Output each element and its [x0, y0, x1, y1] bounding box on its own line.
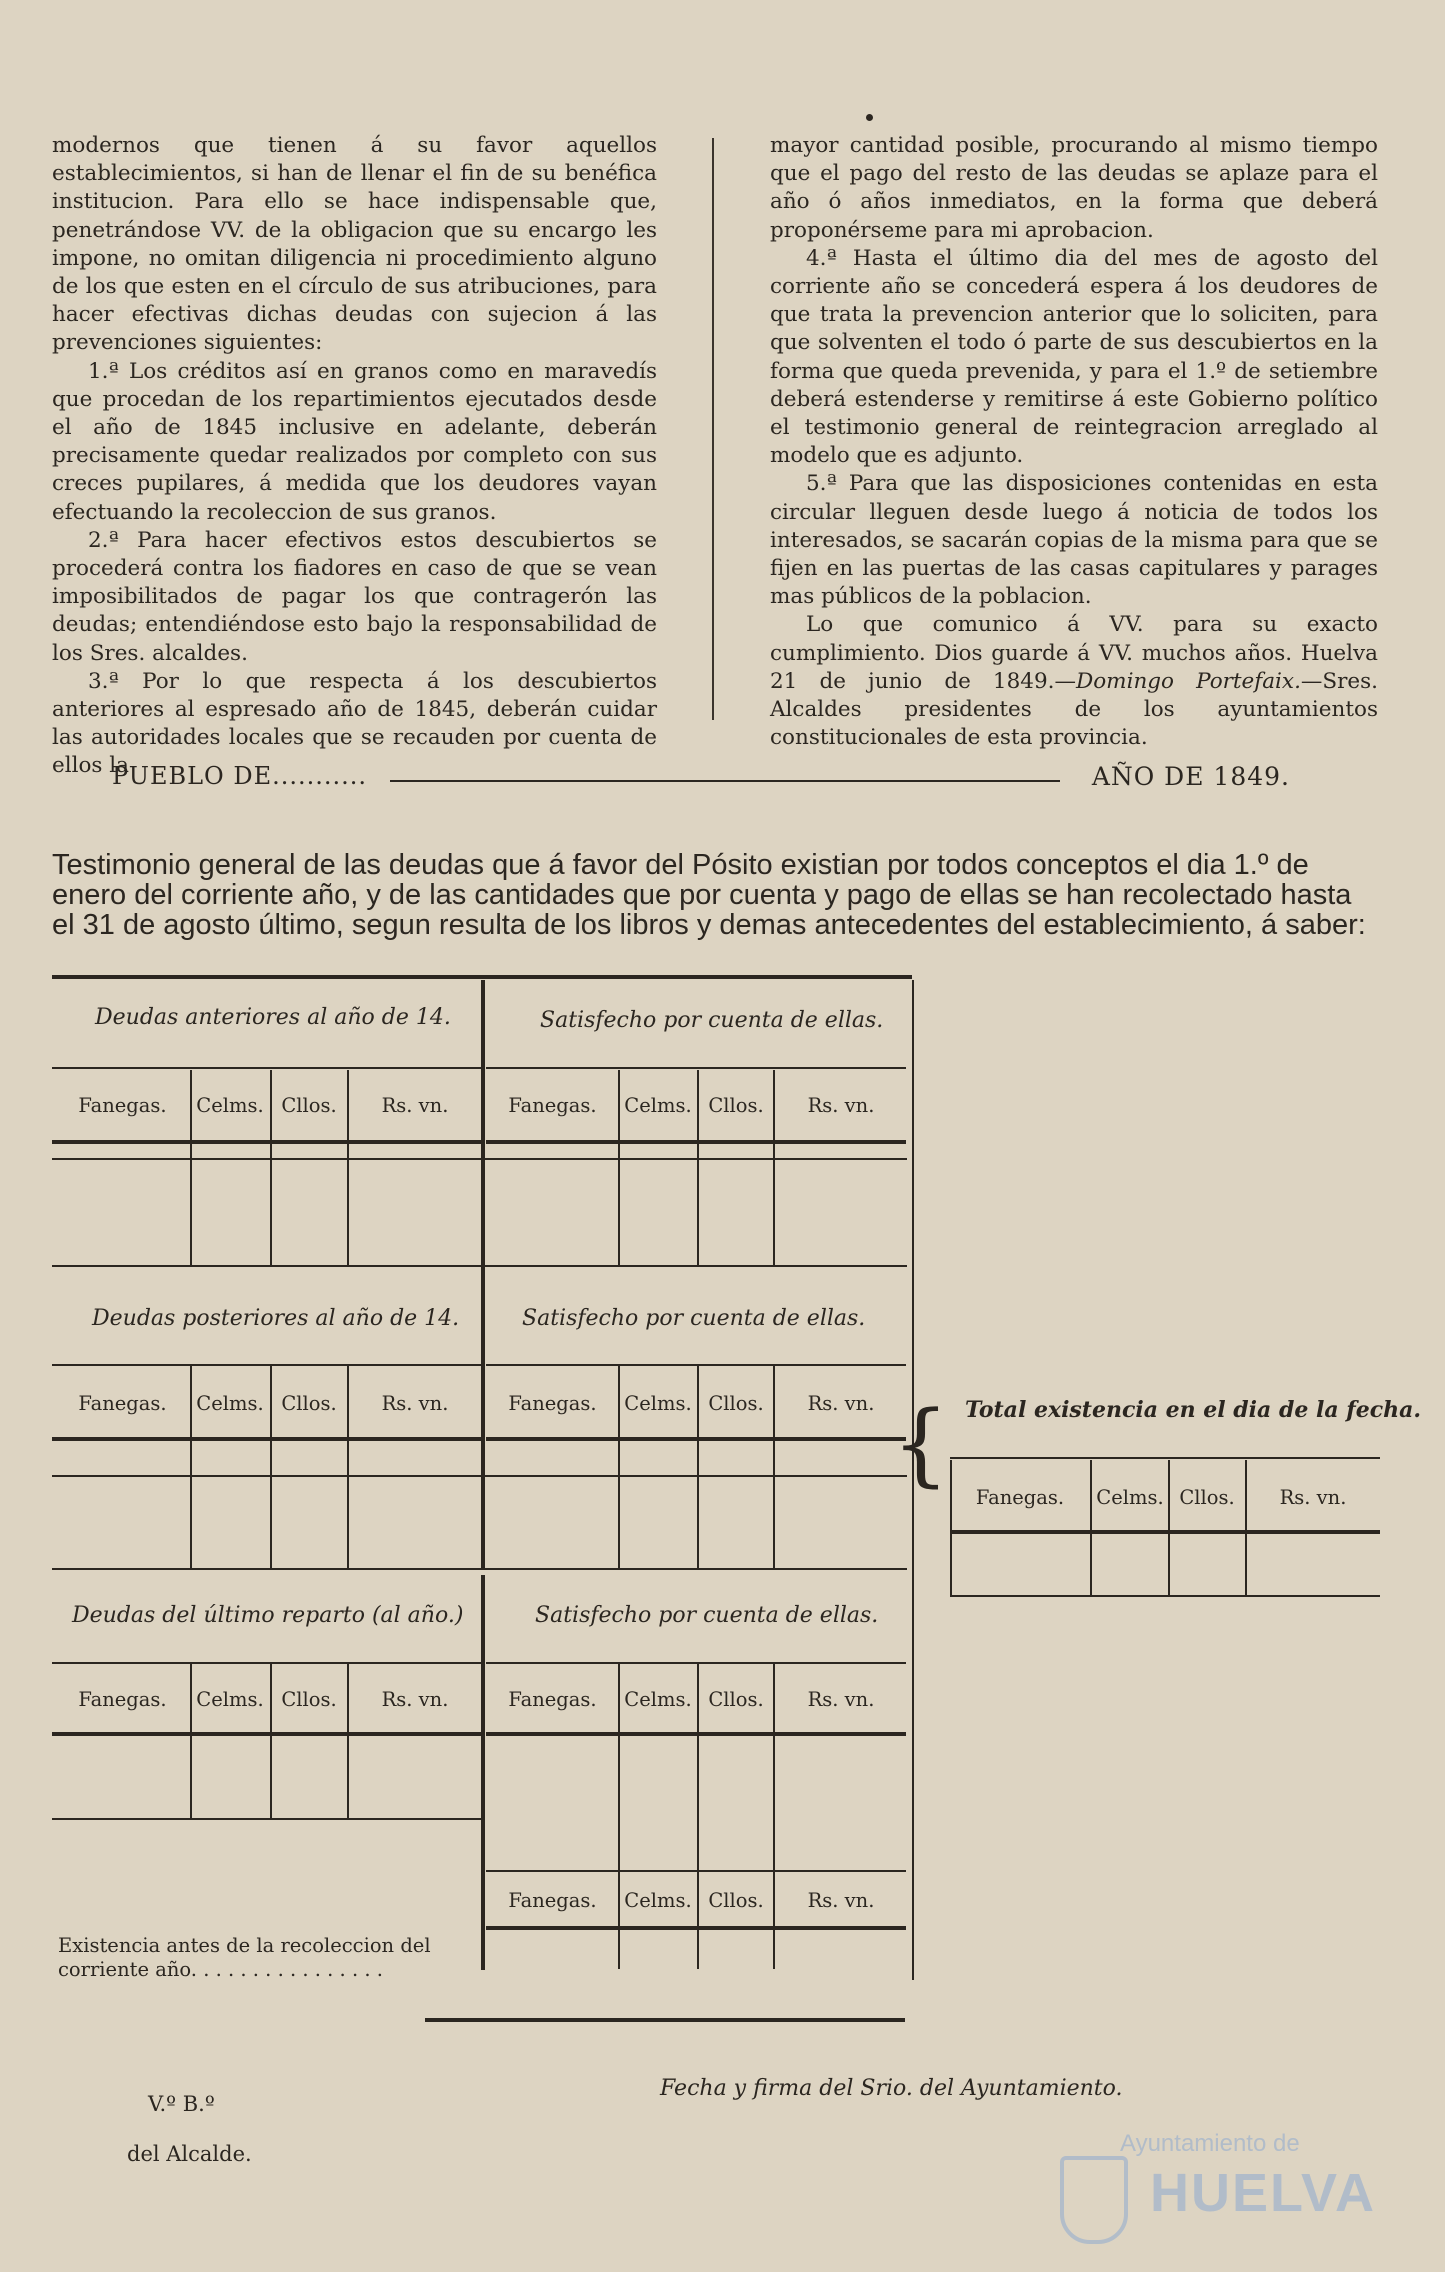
section-3-paid-title: Satisfecho por cuenta de ellas.: [535, 1603, 879, 1628]
ink-dot: [866, 114, 873, 121]
section-1-header-rule: [52, 1140, 482, 1144]
section-2-paid-title: Satisfecho por cuenta de ellas.: [522, 1306, 866, 1331]
alcalde-label: del Alcalde.: [127, 2142, 252, 2166]
col-celms: Celms.: [196, 1688, 264, 1711]
watermark-line2: HUELVA: [1150, 2163, 1376, 2223]
total-existencia-title: Total existencia en el dia de la fecha.: [965, 1397, 1422, 1423]
testimonio-text: Testimonio general de las deudas que á favor del Pósito existian por todos conceptos el dia 1.º de enero del corriente año, y de las cantidades que por cuenta y pago de ellas se han recolectado hasta el 31 de agosto último, segun resulta de los libros y demas antecedentes del establecimiento, á saber:: [52, 849, 1366, 941]
col-celms: Celms.: [624, 1688, 692, 1711]
col-fanegas: Fanegas.: [78, 1094, 167, 1117]
shield-icon: [1060, 2156, 1128, 2244]
pueblo-label: PUEBLO DE...........: [112, 762, 368, 790]
addressee: —Sres. Alcaldes presidentes de los ayuntamientos constitucionales de esta provincia.: [770, 668, 1379, 751]
col-fanegas: Fanegas.: [508, 1889, 597, 1912]
section-2-row-rule: [52, 1475, 907, 1477]
col-rs-vn: Rs. vn.: [381, 1688, 449, 1711]
closing-text: Lo que comunico á VV. para su exacto cumplimiento. Dios guarde á VV. muchos años. Huelva 21 de junio de 1849.—: [770, 612, 1378, 694]
col-celms: Celms.: [196, 1392, 264, 1415]
col-celms: Celms.: [624, 1889, 692, 1912]
col-fanegas: Fanegas.: [508, 1094, 597, 1117]
grid-line: [347, 1366, 349, 1569]
grid-line: [950, 1460, 952, 1595]
col-rs-vn: Rs. vn.: [381, 1392, 449, 1415]
col-rs-vn: Rs. vn.: [381, 1094, 449, 1117]
table-top-rule: [52, 975, 912, 979]
col-rs-vn: Rs. vn.: [807, 1094, 875, 1117]
grid-line: [347, 1664, 349, 1819]
grid-line: [773, 1366, 775, 1569]
watermark-logo: [1050, 2126, 1380, 2246]
col-cllos: Cllos.: [281, 1094, 337, 1117]
col-rs-vn: Rs. vn.: [807, 1889, 875, 1912]
grid-line: [1245, 1460, 1247, 1595]
section-1-debts-title: Deudas anteriores al año de 14.: [95, 1005, 451, 1030]
table-center-divider-3: [481, 1575, 485, 1970]
section-3-left-rule: [52, 1662, 482, 1664]
watermark-line1: Ayuntamiento de: [1120, 2130, 1300, 2157]
section-2-bottom-rule: [52, 1568, 907, 1570]
grid-line: [773, 1070, 775, 1265]
total-header-rule: [950, 1530, 1380, 1534]
col-celms: Celms.: [1096, 1486, 1164, 1509]
fecha-firma: Fecha y firma del Srio. del Ayuntamiento.: [660, 2076, 1123, 2101]
section-2-right-rule: [486, 1364, 906, 1366]
col-cllos: Cllos.: [708, 1889, 764, 1912]
form-header-line: [60, 762, 1290, 792]
paragraph-continuation: mayor cantidad posible, procurando al mismo tiempo que el pago del resto de las deudas se aplaze para el año ó años inmediatos, en la forma que deberá proponérseme para mi aprobacion.: [770, 133, 1378, 243]
brace-mark: {: [892, 1392, 950, 1497]
closing-paragraph: [770, 611, 1378, 752]
existencia-header-rule: [486, 1926, 906, 1930]
grid-line: [1168, 1460, 1170, 1595]
signature: Domingo Portefaix.: [1076, 668, 1301, 694]
paragraph-intro: modernos que tienen á su favor aquellos establecimientos, si han de llenar el fin de su benéfica institucion. Para ello se hace indispensable que, penetrándose VV. de la obligacion que su encargo les impone, no omitan diligencia ni procedimiento alguno de los que esten en el círculo de sus atribuciones, para hacer efectivas dichas deudas con sujecion á las prevenciones siguientes:: [52, 133, 657, 356]
grid-line: [347, 1070, 349, 1265]
col-celms: Celms.: [196, 1094, 264, 1117]
grid-line: [773, 1664, 775, 1969]
section-2-header-rule: [52, 1437, 482, 1441]
section-2-debts-title: Deudas posteriores al año de 14.: [92, 1306, 460, 1331]
section-1-right-rule: [486, 1067, 906, 1069]
grid-line: [1090, 1460, 1092, 1595]
col-cllos: Cllos.: [708, 1688, 764, 1711]
col-celms: Celms.: [624, 1392, 692, 1415]
col-rs-vn: Rs. vn.: [807, 1392, 875, 1415]
paragraph-rule-1: 1.ª Los créditos así en granos como en maravedís que procedan de los repartimientos ejecutados desde el año de 1845 inclusive en adelante, deberán precisamente quedar realizados por completo con sus creces pupilares, á medida que los deudores vayan efectuando la recoleccion de sus granos.: [52, 358, 657, 525]
paragraph-rule-5: 5.ª Para que las disposiciones contenidas en esta circular lleguen desde luego á noticia de todos los interesados, se sacarán copias de la misma para que se fijen en las puertas de las casas capitulares y parages mas públicos de la poblacion.: [770, 471, 1378, 610]
paragraph-rule-4: 4.ª Hasta el último dia del mes de agosto del corriente año se concederá espera á los deudores de que trata la prevencion anterior que lo soliciten, para que solventen el todo ó parte de sus descubiertos en la forma que queda prevenida, y para el 1.º de setiembre deberá estenderse y remitirse á este Gobierno político el testimonio general de reintegracion arreglado al modelo que es adjunto.: [770, 245, 1378, 469]
col-rs-vn: Rs. vn.: [807, 1688, 875, 1711]
section-2-header-rule: [486, 1437, 906, 1441]
header-rule: [390, 780, 1060, 782]
table-bottom-rule: [425, 2018, 905, 2022]
col-rs-vn: Rs. vn.: [1279, 1486, 1347, 1509]
table-center-divider-2: [481, 1290, 485, 1570]
testimonio-title: [52, 850, 1382, 940]
col-cllos: Cllos.: [1179, 1486, 1235, 1509]
section-1-left-rule: [52, 1067, 482, 1069]
section-3-debts-title: Deudas del último reparto (al año.): [72, 1603, 464, 1628]
col-fanegas: Fanegas.: [975, 1486, 1065, 1509]
col-fanegas: Fanegas.: [78, 1392, 167, 1415]
visto-bueno: V.º B.º: [148, 2092, 215, 2116]
section-1-row-rule: [52, 1158, 907, 1160]
section-3-bottom-rule: [52, 1818, 482, 1820]
paragraph-rule-2: 2.ª Para hacer efectivos estos descubiertos se procederá contra los fiadores en caso de que se vean imposibilitados de pagar los que contragerón las deudas; entendiéndose esto bajo la responsabilidad de los Sres. alcaldes.: [52, 527, 657, 666]
section-1-paid-title: Satisfecho por cuenta de ellas.: [540, 1008, 884, 1033]
anio-label: AÑO DE 1849.: [1091, 762, 1290, 791]
col-cllos: Cllos.: [281, 1688, 337, 1711]
section-1-bottom-rule: [52, 1265, 907, 1267]
section-3-header-rule: [52, 1732, 482, 1736]
total-top-rule: [950, 1457, 1380, 1459]
circular-right-column: [770, 132, 1378, 752]
col-fanegas: Fanegas.: [508, 1392, 597, 1415]
col-cllos: Cllos.: [281, 1392, 337, 1415]
col-cllos: Cllos.: [708, 1094, 764, 1117]
col-cllos: Cllos.: [708, 1392, 764, 1415]
col-fanegas: Fanegas.: [78, 1688, 167, 1711]
existencia-label: Existencia antes de la recoleccion del corriente año. . . . . . . . . . . . . . . .: [58, 1934, 431, 1981]
section-2-left-rule: [52, 1364, 482, 1366]
circular-left-column: [52, 132, 657, 781]
section-3-header-rule: [486, 1732, 906, 1736]
total-bottom-rule: [950, 1595, 1380, 1597]
paragraph-rule-3: 3.ª Por lo que respecta á los descubiertos anteriores al espresado año de 1845, deberán cuidar las autoridades locales que se recauden por cuenta de ellos la: [52, 668, 657, 779]
section-1-header-rule: [486, 1140, 906, 1144]
col-celms: Celms.: [624, 1094, 692, 1117]
section-3-right-rule: [486, 1662, 906, 1664]
col-fanegas: Fanegas.: [508, 1688, 597, 1711]
column-divider: [712, 138, 714, 720]
existencia-mid-rule: [486, 1870, 906, 1872]
